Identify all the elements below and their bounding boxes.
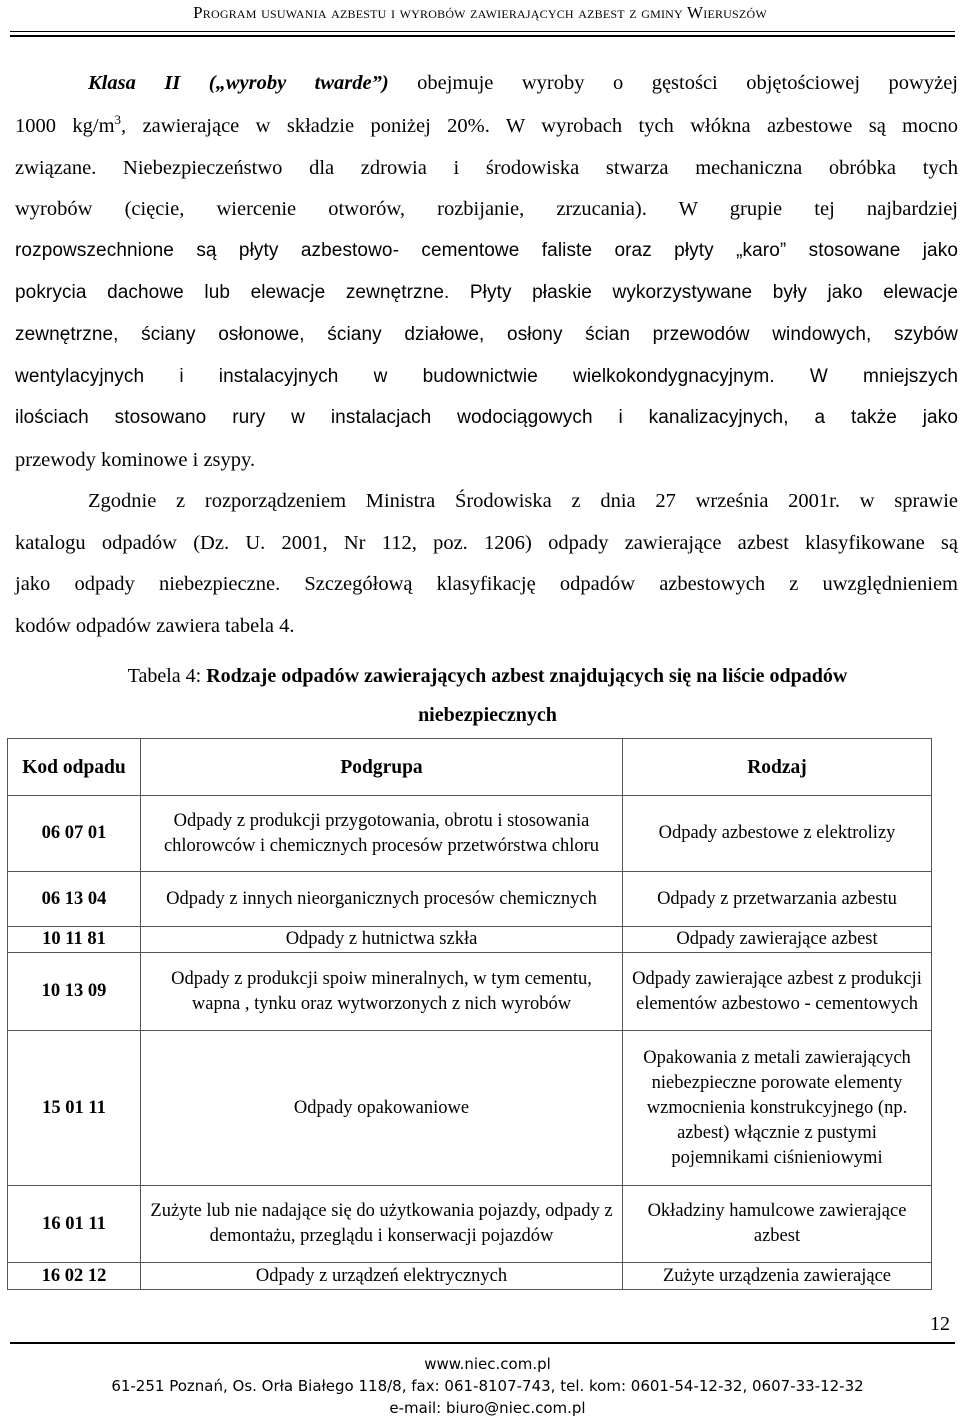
- paragraph-line: przewody kominowe i zsypy.: [15, 449, 256, 471]
- cell-kod: 06 07 01: [8, 796, 141, 872]
- cell-podgrupa: Odpady z produkcji przygotowania, obrotu i stosowania chlorowców i chemicznych procesów przetwórstwa chloru: [141, 796, 623, 872]
- paragraph-line: [15, 188, 958, 230]
- paragraph-line: pokrycia dachowe lub elewacje zewnętrzne. Płyty płaskie wykorzystywane były jako elewacje: [15, 282, 958, 303]
- paragraph-line: rozpowszechnione są płyty azbestowo- cementowe faliste oraz płyty „karo” stosowane jako: [15, 240, 958, 261]
- paragraph-line: katalogu odpadów (Dz. U. 2001, Nr 112, poz. 1206) odpady zawierające azbest klasyfikowane są: [15, 532, 958, 554]
- footer-email[interactable]: e-mail: biuro@niec.com.pl: [389, 1399, 586, 1417]
- paragraph-line: Zgodnie z rozporządzeniem Ministra Środowiska z dnia 27 września 2001r. w sprawie: [88, 490, 958, 512]
- paragraph-line: [15, 105, 958, 147]
- cell-kod: 10 13 09: [8, 953, 141, 1031]
- table-caption-line2: [0, 695, 960, 735]
- paragraph-text: wyrobów (cięcie, wiercenie otworów, rozbijanie, zrzucania). W grupie tej najbardziej: [15, 198, 958, 220]
- cell-kod: 15 01 11: [8, 1031, 141, 1186]
- cell-podgrupa: Odpady opakowaniowe: [141, 1031, 623, 1186]
- cell-rodzaj: Zużyte urządzenia zawierające: [623, 1263, 932, 1290]
- cell-kod: 16 02 12: [8, 1263, 141, 1290]
- table-row: [8, 953, 932, 1031]
- table-caption: [0, 656, 960, 696]
- paragraph-line: ilościach stosowano rury w instalacjach wodociągowych i kanalizacyjnych, a także jako: [15, 407, 958, 428]
- paragraph-line: zewnętrzne, ściany osłonowe, ściany działowe, osłony ścian przewodów windowych, szybów: [15, 324, 958, 345]
- cell-rodzaj: Opakowania z metali zawierających niebezpieczne porowate elementy wzmocnienia konstrukcyjnego (np. azbest) włącznie z pustymi pojemnikami ciśnieniowymi: [623, 1031, 932, 1186]
- header-divider: [10, 31, 955, 32]
- caption-title-cont: niebezpiecznych: [418, 704, 557, 726]
- page-number: 12: [930, 1313, 950, 1335]
- footer-website[interactable]: www.niec.com.pl: [424, 1355, 551, 1373]
- paragraph-line: wentylacyjnych i instalacyjnych w budownictwie wielkokondygnacyjnym. W mniejszych: [15, 366, 958, 387]
- cell-podgrupa: Odpady z urządzeń elektrycznych: [141, 1263, 623, 1290]
- cell-rodzaj: Odpady z przetwarzania azbestu: [623, 872, 932, 927]
- table-row: [8, 1031, 932, 1186]
- cell-podgrupa: Odpady z hutnictwa szkła: [141, 927, 623, 953]
- footer-divider: [10, 1342, 955, 1344]
- paragraph-line: kodów odpadów zawiera tabela 4.: [15, 615, 295, 637]
- header-podgrupa: Podgrupa: [141, 739, 623, 796]
- paragraph-line: związane. Niebezpieczeństwo dla zdrowia i środowiska stwarza mechaniczna obróbka tych: [15, 157, 958, 179]
- cell-rodzaj: Odpady azbestowe z elektrolizy: [623, 796, 932, 872]
- table-header-row: [8, 739, 932, 796]
- paragraph-line: [88, 62, 958, 104]
- cell-kod: 16 01 11: [8, 1186, 141, 1263]
- cell-rodzaj: Odpady zawierające azbest z produkcji elementów azbestowo - cementowych: [623, 953, 932, 1031]
- cell-podgrupa: Zużyte lub nie nadające się do użytkowania pojazdy, odpady z demontażu, przeglądu i konserwacji pojazdów: [141, 1186, 623, 1263]
- footer-address: 61-251 Poznań, Os. Orła Białego 118/8, fax: 061-8107-743, tel. kom: 0601-54-12-32, 0607-33-12-32: [111, 1377, 864, 1395]
- header-divider-thick: [10, 35, 955, 37]
- table-row: [8, 927, 932, 953]
- paragraph-text: obejmuje wyroby o gęstości objętościowej powyżej: [417, 72, 958, 94]
- caption-label: Tabela 4:: [127, 665, 202, 687]
- table-row: [8, 872, 932, 927]
- paragraph-line: jako odpady niebezpieczne. Szczegółową klasyfikację odpadów azbestowych z uwzględnieniem: [15, 573, 958, 595]
- superscript: 3: [114, 112, 122, 127]
- waste-table: [7, 738, 932, 1290]
- page-header: [0, 0, 960, 30]
- table-row: [8, 1263, 932, 1290]
- paragraph-text: , zawierające w składzie poniżej 20%. W wyrobach tych włókna azbestowe są mocno: [121, 115, 958, 137]
- cell-podgrupa: Odpady z produkcji spoiw mineralnych, w tym cementu, wapna , tynku oraz wytworzonych z nich wyrobów: [141, 953, 623, 1031]
- header-rodzaj: Rodzaj: [623, 739, 932, 796]
- cell-podgrupa: Odpady z innych nieorganicznych procesów chemicznych: [141, 872, 623, 927]
- caption-title: Rodzaje odpadów zawierających azbest znajdujących się na liście odpadów: [206, 665, 848, 687]
- cell-rodzaj: Odpady zawierające azbest: [623, 927, 932, 953]
- class-ii-label: Klasa II („wyroby twarde”): [88, 72, 389, 94]
- cell-kod: 10 11 81: [8, 927, 141, 953]
- cell-kod: 06 13 04: [8, 872, 141, 927]
- header-kod: Kod odpadu: [8, 739, 141, 796]
- table-row: [8, 796, 932, 872]
- table-row: [8, 1186, 932, 1263]
- paragraph-text: 1000 kg/m: [15, 115, 115, 137]
- cell-rodzaj: Okładziny hamulcowe zawierające azbest: [623, 1186, 932, 1263]
- header-title: Program usuwania azbestu i wyrobów zawierających azbest z gminy Wieruszów: [193, 3, 767, 22]
